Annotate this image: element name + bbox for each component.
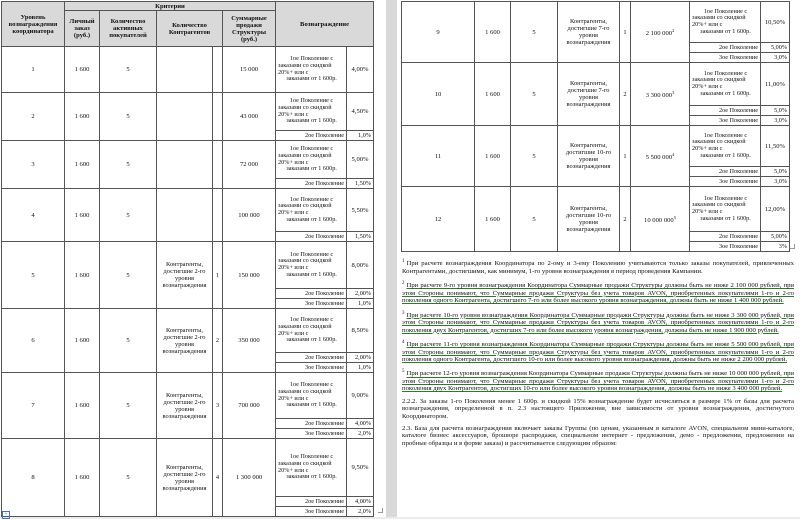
footnote-ref: 2 xyxy=(672,27,675,33)
gen1-label xyxy=(276,439,347,497)
gen3-label: 3ое Поколение xyxy=(690,116,761,126)
gen1-label-body: заказами со скидкой 20%+ или с xyxy=(278,151,332,166)
footnote-text: При расчете 9-го уровня вознаграждения Координатора Суммарные продажи Структуры должны быть не ниже 2 100 000 рублей, при этом Стороны понимают, что Суммарные продажи Структуры без учета товаров AVON, приобретенных покупателями 1-го и 2-го поколения одного Контрагента, достигшего 7-го или более высокого уровня вознаграждения, должны быть не ниже 1 400 000 рублей. xyxy=(402,282,794,305)
table-row xyxy=(402,63,790,106)
structure-sales-cell xyxy=(223,309,276,373)
gen1-label-head: 1ое Поколение с xyxy=(703,131,748,139)
table-row xyxy=(2,47,374,93)
gen1-label-head: 1ое Поколение с xyxy=(289,316,334,324)
contractors-count-cell: 1 xyxy=(213,242,223,309)
gen1-label-head: 1ое Поколение с xyxy=(703,69,748,77)
table-row xyxy=(402,187,790,232)
personal-order-cell: 1 600 xyxy=(65,373,100,439)
footnote-number: 4 xyxy=(402,339,405,345)
personal-order-cell: 1 600 xyxy=(65,47,100,93)
level-cell: 11 xyxy=(402,126,475,187)
gen2-percent: 5,0% xyxy=(761,167,790,177)
sales-value: 43 000 xyxy=(239,113,259,120)
gen3-label: 3ое Поколение xyxy=(276,299,347,309)
gen3-label: 3ое Поколение xyxy=(690,242,761,252)
gen2-percent: 2,00% xyxy=(347,353,374,363)
page-corner-mark xyxy=(378,508,383,513)
gen2-percent: 4,00% xyxy=(347,419,374,429)
structure-sales-cell xyxy=(223,189,276,242)
gen1-percent: 5,50% xyxy=(347,189,374,232)
gen3-percent: 3,0% xyxy=(761,116,790,126)
personal-order-cell: 1 600 xyxy=(65,189,100,242)
gen2-percent: 1,50% xyxy=(347,232,374,242)
sales-value: 100 000 xyxy=(238,211,260,219)
contractors-count-cell xyxy=(213,93,223,141)
gen2-label: 2ое Поколение xyxy=(276,232,347,242)
gen3-label: 3ое Поколение xyxy=(690,53,761,63)
gen3-percent: 2,0% xyxy=(347,507,374,517)
page-corner-mark xyxy=(790,244,795,249)
active-buyers-cell: 5 xyxy=(100,242,157,309)
structure-sales-cell xyxy=(631,63,690,126)
sales-value: 350 000 xyxy=(238,337,260,344)
footnote-number: 2 xyxy=(402,281,405,287)
contractors-cell xyxy=(157,47,213,93)
sales-value: 72 000 xyxy=(239,161,259,168)
level-cell: 8 xyxy=(2,439,65,517)
gen2-percent: 1,0% xyxy=(347,131,374,141)
contractors-cell: Контрагенты, достигшие 2-го уровня вознаграждения xyxy=(157,439,213,517)
gen1-percent: 11,50% xyxy=(761,126,790,167)
structure-sales-cell xyxy=(223,373,276,439)
page-gap xyxy=(386,0,397,517)
gen1-percent: 8,00% xyxy=(347,242,374,289)
structure-sales-cell xyxy=(223,141,276,189)
sales-value: 150 000 xyxy=(238,271,260,279)
sales-value: 5 500 000 xyxy=(645,154,673,162)
gen1-percent: 10,50% xyxy=(761,2,790,43)
document-page-right xyxy=(397,0,800,517)
sales-value: 10 000 000 xyxy=(644,217,674,225)
contractors-cell: Контрагенты, достигшие 7-го уровня вознаграждения xyxy=(558,63,620,126)
gen3-percent: 2,0% xyxy=(347,429,374,439)
header-structure-sales: Суммарные продажи Структуры (руб.) xyxy=(223,11,276,47)
contractors-count-cell: 1 xyxy=(620,2,631,63)
gen1-label-head: 1ое Поколение с xyxy=(289,453,334,461)
footnote-ref: 4 xyxy=(672,151,675,157)
active-buyers-cell: 5 xyxy=(100,309,157,373)
sales-value: 1 300 000 xyxy=(235,474,263,481)
gen3-label: 3ое Поколение xyxy=(276,363,347,373)
header-active-buyers: Количество активных покупателей xyxy=(100,11,157,47)
structure-sales-cell xyxy=(223,242,276,309)
header-level: Уровень вознаграждения координатора xyxy=(2,2,65,47)
gen3-percent: 1,0% xyxy=(347,363,374,373)
gen1-label-head: 1ое Поколение с xyxy=(289,55,334,63)
gen1-label-tail: заказами от 1 600р. xyxy=(286,401,337,409)
gen2-percent: 1,50% xyxy=(347,179,374,189)
structure-sales-cell xyxy=(631,2,690,63)
table-row xyxy=(2,93,374,131)
sales-value: 700 000 xyxy=(238,402,260,409)
table-row xyxy=(402,2,790,43)
gen1-label-body: заказами со скидкой 20%+ или с xyxy=(692,201,746,215)
sales-value: 2 100 000 xyxy=(645,30,673,38)
gen1-label-tail: заказами от 1 600р. xyxy=(286,336,337,344)
active-buyers-cell: 5 xyxy=(100,141,157,189)
footnote-number: 3 xyxy=(402,310,405,316)
active-buyers-cell: 5 xyxy=(511,63,558,126)
footnote-ref: 3 xyxy=(672,89,675,95)
active-buyers-cell: 5 xyxy=(511,187,558,252)
body-paragraph: 2.2.2. За заказы 1-го Поколения менее 1 600р. и скидкой 15% вознаграждение будет исчисляться в размере 1% от базы для расчета вознаграждения, определенной в п. 2.3 настоящего Приложения, вне зависимости от уровня вознаграждения, достигнутого Координатором. xyxy=(402,397,794,420)
level-cell: 4 xyxy=(2,189,65,242)
gen2-label: 2ое Поколение xyxy=(690,106,761,116)
level-cell: 12 xyxy=(402,187,475,252)
contractors-count-cell: 4 xyxy=(213,439,223,517)
gen1-label-body: заказами со скидкой 20%+ или с xyxy=(278,202,332,216)
structure-sales-cell xyxy=(223,47,276,93)
gen1-percent: 9,00% xyxy=(347,373,374,419)
table-move-handle-icon[interactable]: + xyxy=(2,511,10,519)
gen2-label: 2ое Поколение xyxy=(690,167,761,177)
gen1-label-body: заказами со скидкой 20%+ или с xyxy=(692,138,746,152)
gen1-label-tail: заказами от 1 600р. xyxy=(700,214,751,222)
gen1-label-head: 1ое Поколение с xyxy=(289,145,334,153)
sales-value: 3 300 000 xyxy=(645,92,673,100)
gen1-label-tail: заказами от 1 600р. xyxy=(286,117,337,125)
structure-sales-cell xyxy=(631,187,690,252)
gen1-label-head: 1ое Поколение с xyxy=(703,7,748,15)
footnote-2 xyxy=(402,280,794,304)
gen1-label-head: 1ое Поколение с xyxy=(289,97,334,105)
contractors-cell: Контрагенты, достигшие 2-го уровня вознаграждения xyxy=(157,242,213,309)
gen1-percent: 4,00% xyxy=(347,47,374,93)
personal-order-cell: 1 600 xyxy=(475,63,511,126)
gen1-label-tail: заказами от 1 600р. xyxy=(286,270,337,278)
gen2-label: 2ое Поколение xyxy=(276,497,347,507)
footnote-4 xyxy=(402,339,794,363)
level-cell: 3 xyxy=(2,141,65,189)
gen2-percent: 5,00% xyxy=(761,232,790,242)
gen3-label: 3ое Поколение xyxy=(276,429,347,439)
gen2-percent: 5,0% xyxy=(761,106,790,116)
personal-order-cell: 1 600 xyxy=(65,309,100,373)
gen3-percent: 3% xyxy=(761,242,790,252)
gen1-label xyxy=(276,309,347,353)
personal-order-cell: 1 600 xyxy=(475,126,511,187)
contractors-cell: Контрагенты, достигшие 10-го уровня вознаграждения xyxy=(558,187,620,252)
active-buyers-cell: 5 xyxy=(511,2,558,63)
gen2-percent: 5,00% xyxy=(761,43,790,53)
personal-order-cell: 1 600 xyxy=(475,187,511,252)
gen1-label xyxy=(276,47,347,93)
footnote-5 xyxy=(402,368,794,392)
gen1-label xyxy=(690,187,761,232)
gen1-label-head: 1ое Поколение с xyxy=(289,195,334,203)
level-cell: 7 xyxy=(2,373,65,439)
gen1-label-body: заказами со скидкой 20%+ или с xyxy=(278,387,332,402)
contractors-cell: Контрагенты, достигшие 2-го уровня вознаграждения xyxy=(157,309,213,373)
footnote-number: 5 xyxy=(402,369,405,375)
header-reward: Вознаграждение xyxy=(276,2,374,47)
contractors-count-cell xyxy=(213,47,223,93)
contractors-cell: Контрагенты, достигшие 10-го уровня вознаграждения xyxy=(558,126,620,187)
footnote-text: При расчете вознаграждения Координатора по 2-ому и 3-ему Поколению учитываются только заказы покупателей, привлеченных Контрагентами, достигшими, как минимум, 1-го уровня вознаграждения в период проведения Кампании. xyxy=(402,260,794,275)
gen1-label-body: заказами со скидкой 20%+ или с xyxy=(278,257,332,271)
gen1-label xyxy=(276,189,347,232)
level-cell: 2 xyxy=(2,93,65,141)
contractors-cell xyxy=(157,141,213,189)
gen1-label xyxy=(690,126,761,167)
footnote-text: При расчете 10-го уровня вознаграждения Координатора Суммарные продажи Структуры должны быть не ниже 3 300 000 рублей, при этом Стороны понимают, что Суммарные продажи Структуры без учета товаров AVON, приобретенных покупателями 1-го и 2-го поколения двух Контрагентов, достигших 7-го или более высокого уровня вознаграждения, должны быть не ниже 1 900 000 рублей. xyxy=(402,311,794,334)
personal-order-cell: 1 600 xyxy=(475,2,511,63)
gen1-label-head: 1ое Поколение с xyxy=(289,381,334,389)
gen2-label: 2ое Поколение xyxy=(276,289,347,299)
gen1-label-body: заказами со скидкой 20%+ или с xyxy=(692,14,746,28)
contractors-count-cell: 3 xyxy=(213,373,223,439)
active-buyers-cell: 5 xyxy=(100,47,157,93)
gen1-label-tail: заказами от 1 600р. xyxy=(286,165,337,173)
gen2-label: 2ое Поколение xyxy=(276,419,347,429)
contractors-cell xyxy=(157,93,213,141)
gen2-label: 2ое Поколение xyxy=(276,131,347,141)
gen2-label: 2ое Поколение xyxy=(690,232,761,242)
table-row xyxy=(2,309,374,353)
document-page-left xyxy=(0,0,386,517)
gen1-percent: 9,50% xyxy=(347,439,374,497)
gen1-label-body: заказами со скидкой 20%+ или с xyxy=(278,322,332,337)
gen1-label xyxy=(276,141,347,179)
gen1-label-tail: заказами от 1 600р. xyxy=(286,215,337,223)
footnotes xyxy=(402,258,794,452)
footnote-1 xyxy=(402,258,794,275)
sales-value: 15 000 xyxy=(239,66,259,73)
contractors-count-cell: 1 xyxy=(620,126,631,187)
gen1-label-tail: заказами от 1 600р. xyxy=(286,75,337,83)
gen2-label: 2ое Поколение xyxy=(690,43,761,53)
structure-sales-cell xyxy=(631,126,690,187)
table-row xyxy=(402,126,790,167)
gen1-label-tail: заказами от 1 600р. xyxy=(700,27,751,35)
gen1-label-body: заказами со скидкой 20%+ или с xyxy=(278,103,332,118)
table-row xyxy=(2,189,374,232)
gen1-label xyxy=(690,2,761,43)
gen3-label: 3ое Поколение xyxy=(276,507,347,517)
active-buyers-cell: 5 xyxy=(100,439,157,517)
footnote-3 xyxy=(402,310,794,334)
gen2-percent: 4,00% xyxy=(347,497,374,507)
header-personal-order: Личный заказ (руб.) xyxy=(65,11,100,47)
table-row xyxy=(2,141,374,179)
gen3-label: 3ое Поколение xyxy=(690,177,761,187)
gen3-percent: 3,0% xyxy=(761,177,790,187)
level-cell: 5 xyxy=(2,242,65,309)
gen2-label: 2ое Поколение xyxy=(276,179,347,189)
structure-sales-cell xyxy=(223,93,276,141)
active-buyers-cell: 5 xyxy=(100,373,157,439)
gen1-label-tail: заказами от 1 600р. xyxy=(700,151,751,159)
level-cell: 6 xyxy=(2,309,65,373)
gen2-label: 2ое Поколение xyxy=(276,353,347,363)
gen1-percent: 5,00% xyxy=(347,141,374,179)
contractors-cell: Контрагенты, достигшие 7-го уровня вознаграждения xyxy=(558,2,620,63)
reward-table-left xyxy=(1,1,374,517)
active-buyers-cell: 5 xyxy=(100,189,157,242)
active-buyers-cell: 5 xyxy=(511,126,558,187)
contractors-count-cell: 2 xyxy=(620,63,631,126)
personal-order-cell: 1 600 xyxy=(65,93,100,141)
personal-order-cell: 1 600 xyxy=(65,242,100,309)
level-cell: 10 xyxy=(402,63,475,126)
gen1-percent: 12,00% xyxy=(761,187,790,232)
gen3-percent: 3,0% xyxy=(761,53,790,63)
footnote-number: 1 xyxy=(402,259,405,264)
level-cell: 1 xyxy=(2,47,65,93)
footnote-ref: 5 xyxy=(673,214,676,220)
gen2-percent: 2,00% xyxy=(347,289,374,299)
gen1-label-head: 1ое Поколение с xyxy=(289,250,334,258)
table-row xyxy=(2,373,374,419)
gen1-label-tail: заказами от 1 600р. xyxy=(700,89,751,97)
contractors-count-cell: 2 xyxy=(620,187,631,252)
gen1-label xyxy=(276,242,347,289)
header-contractors: Количество Контрагентов xyxy=(157,11,223,47)
contractors-count-cell xyxy=(213,189,223,242)
gen1-label xyxy=(276,93,347,131)
body-paragraph: 2.3. База для расчета вознаграждения включает заказы Группы (по ценам, указанным в каталоге AVON, специальном мини-каталоге, каталоге бизнес аксессуаров, брошюре распродажи, специальном интернет - предложении, демо - предложении, предложении на пробные образцы и в форме заказа) и рассчитывается следующим образом: xyxy=(402,425,794,447)
gen1-percent: 11,00% xyxy=(761,63,790,106)
reward-table-right xyxy=(401,1,790,252)
table-row xyxy=(2,439,374,497)
contractors-cell xyxy=(157,189,213,242)
table-row xyxy=(2,242,374,289)
gen1-label xyxy=(690,63,761,106)
gen1-label-head: 1ое Поколение с xyxy=(703,194,748,202)
gen1-percent: 8,50% xyxy=(347,309,374,353)
personal-order-cell: 1 600 xyxy=(65,439,100,517)
gen1-label-body: заказами со скидкой 20%+ или с xyxy=(278,61,332,76)
gen1-label-body: заказами со скидкой 20%+ или с xyxy=(278,459,332,474)
active-buyers-cell: 5 xyxy=(100,93,157,141)
footnote-text: При расчете 11-го уровня вознаграждения Координатора Суммарные продажи Структуры должны быть не ниже 5 500 000 рублей, при этом Стороны понимают, что Суммарные продажи Структуры без учета товаров AVON, приобретенных покупателями 1-го и 2-го поколения одного Контрагента, достигшего 10-го или более высокого уровня вознаграждения, должны быть не ниже 2 200 000 рублей. xyxy=(402,341,794,363)
personal-order-cell: 1 600 xyxy=(65,141,100,189)
level-cell: 9 xyxy=(402,2,475,63)
gen1-label-tail: заказами от 1 600р. xyxy=(286,473,337,481)
header-criteria: Критерии xyxy=(65,2,276,11)
contractors-count-cell: 2 xyxy=(213,309,223,373)
gen1-label xyxy=(276,373,347,419)
footnote-text: При расчете 12-го уровня вознаграждения Координатора Суммарные продажи Структуры должны быть не ниже 10 000 000 рублей, при этом Стороны понимают, что Суммарные продажи Структуры без учета товаров AVON, приобретенных покупателями 1-го и 2-го поколения двух Контрагентов, достигших 10-го или более высокого уровня вознаграждения, должны быть не ниже 3 400 000 рублей. xyxy=(402,370,794,393)
structure-sales-cell xyxy=(223,439,276,517)
gen3-percent: 1,0% xyxy=(347,299,374,309)
gen1-percent: 4,50% xyxy=(347,93,374,131)
contractors-cell: Контрагенты, достигшие 2-го уровня вознаграждения xyxy=(157,373,213,439)
gen1-label-body: заказами со скидкой 20%+ или с xyxy=(692,76,746,90)
contractors-count-cell xyxy=(213,141,223,189)
